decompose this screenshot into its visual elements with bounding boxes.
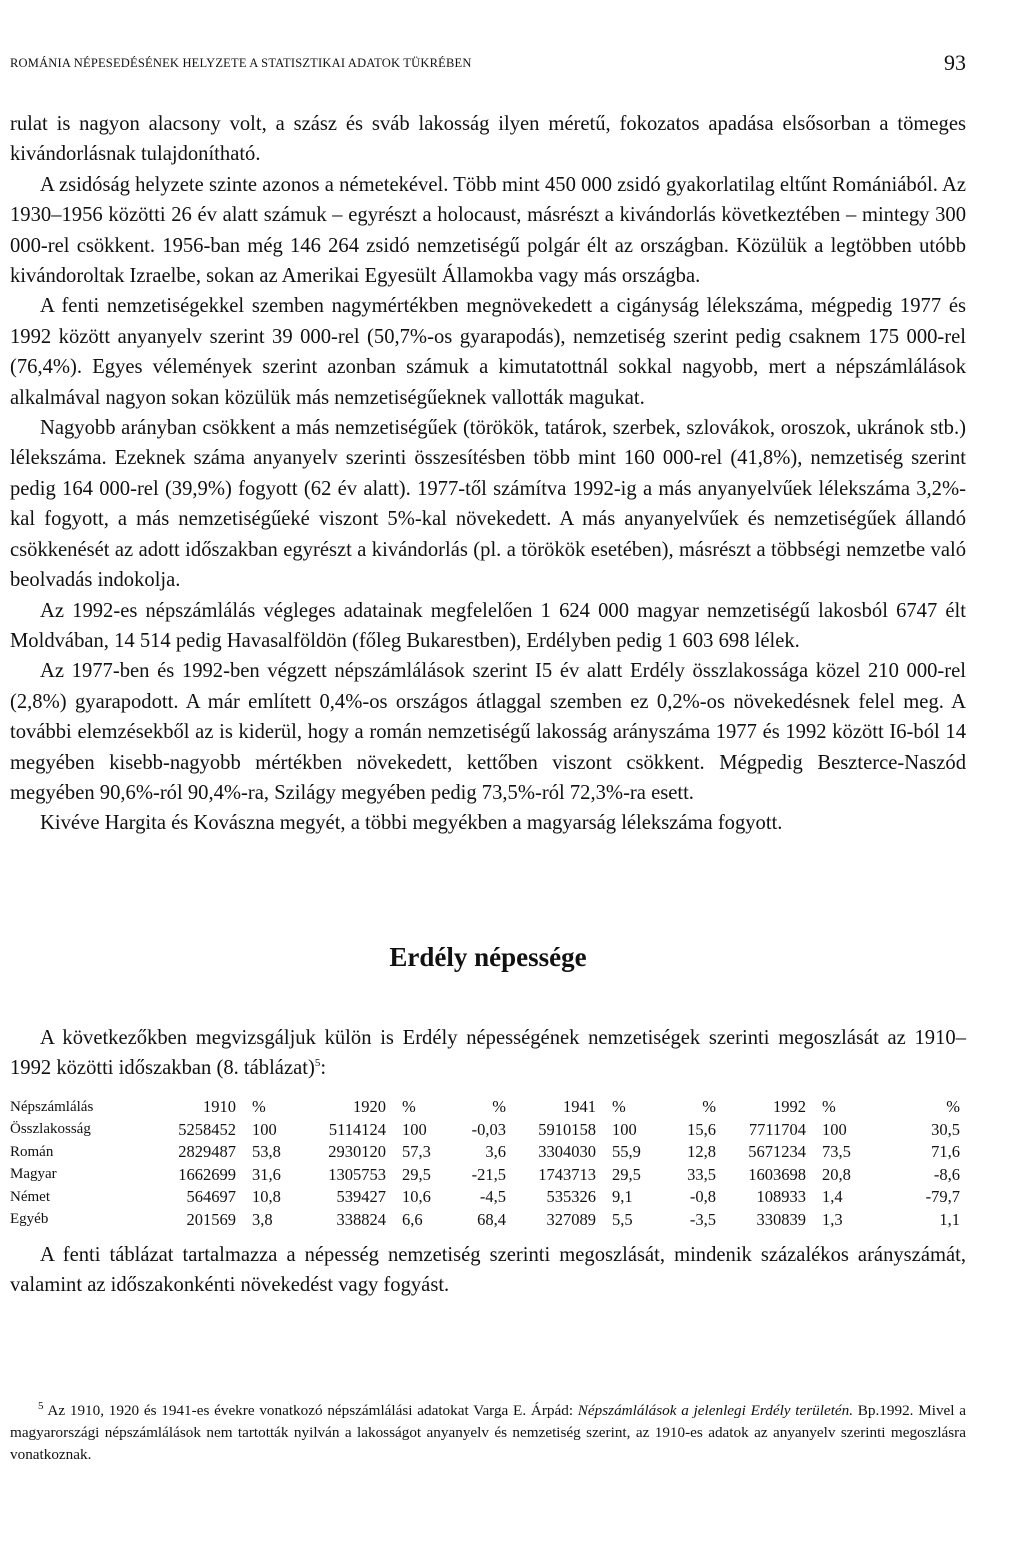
column-header: 1910 [203,1097,236,1117]
page-number: 93 [944,50,966,75]
table-cell: 2930120 [328,1142,386,1162]
table-cell: -4,5 [479,1187,506,1207]
after-table-text [10,1240,966,1301]
column-header: % [946,1097,960,1117]
table-cell: 5,5 [612,1209,633,1229]
table-cell: 31,6 [252,1164,281,1184]
section-intro [10,1023,966,1084]
table-cell: 1603698 [748,1164,806,1184]
table-cell: 1,1 [939,1209,960,1229]
footnote-text-a: Az 1910, 1920 és 1941-es évekre vonatkozó népszámlálási adatokat Varga E. Árpád: [43,1402,578,1419]
table-cell: 68,4 [477,1209,506,1229]
column-header: 1992 [773,1097,806,1117]
table-cell: 564697 [186,1187,236,1207]
table-cell: 33,5 [687,1164,716,1184]
table-cell: 5114124 [328,1119,386,1139]
table-cell: -0,8 [689,1187,716,1207]
column-header: % [492,1097,506,1117]
table-cell: 1,4 [822,1187,843,1207]
table-row [10,1119,960,1142]
table-cell: 7711704 [748,1119,806,1139]
footnote-ref[interactable]: 5 [314,1057,321,1070]
intro-end: : [320,1057,327,1080]
paragraph: A zsidóság helyzete szinte azonos a németekével. Több mint 450 000 zsidó gyakorlatilag eltűnt Romániából. Az 1930–1956 közötti 26 év alatt számuk – egyrészt a holocaust, másrészt a kivándorlás következtében – mintegy 300 000-rel csökkent. 1956-ban még 146 264 zsidó nemzetiségű polgár élt az országban. Közülük a legtöbben utóbb kivándoroltak Izraelbe, sokan az Amerikai Egyesült Államokba vagy más országba. [10,173,966,288]
table-cell: 535326 [546,1187,596,1207]
row-label: Román [10,1143,54,1160]
table-cell: 29,5 [402,1164,431,1184]
table-row [10,1209,960,1232]
table-cell: 71,6 [931,1142,960,1162]
table-cell: 9,1 [612,1187,633,1207]
column-header: % [822,1097,836,1117]
table-cell: 2829487 [178,1142,236,1162]
paragraph: rulat is nagyon alacsony volt, a szász és sváb lakosság ilyen méretű, fokozatos apadása elsősorban a tömeges kivándorlásnak tulajdonítható. [10,113,966,166]
table-row [10,1186,960,1209]
column-header: Népszámlálás [10,1098,94,1115]
table-cell: 10,6 [402,1187,431,1207]
footnote-book-title: Népszámlálások a jelenlegi Erdély területén. [577,1402,854,1419]
row-label: Egyéb [10,1211,49,1228]
column-header: 1920 [353,1097,386,1117]
table-cell: 5910158 [538,1119,596,1139]
table-cell: 100 [822,1119,847,1139]
running-title: ROMÁNIA NÉPESEDÉSÉNEK HELYZETE A STATISZTIKAI ADATOK TÜKRÉBEN [10,56,472,70]
paragraph: Az 1977-ben és 1992-ben végzett népszámlálások szerint I5 év alatt Erdély összlakossága közel 210 000-rel (2,8%) gyarapodott. A már említett 0,4%-os országos átlaggal szemben ez 0,2%-os növekedésnek felel meg. A további elemzésekből az is kiderül, hogy a román nemzetiségű lakosság arányszáma 1977 és 1992 között I6-ból 14 megyében kisebb-nagyobb mértékben növekedett, kettőben viszont csökkent. Mégpedig Beszterce-Naszód megyében 90,6%-ról 90,4%-ra, Szilágy megyében pedig 73,5%-ról 72,3%-ra esett. [10,660,966,804]
column-header: % [252,1097,266,1117]
paragraph: Az 1992-es népszámlálás végleges adatainak megfelelően 1 624 000 magyar nemzetiségű lakosból 6747 élt Moldvában, 14 514 pedig Havasalföldön (főleg Bukarestben), Erdélyben pedig 1 603 698 lélek. [10,599,966,652]
table-cell: -0,03 [471,1119,506,1139]
intro-text: A következőkben megvizsgáljuk külön is Erdély népességének nemzetiségek szerinti megoszlását az 1910–1992 közötti időszakban (8. táblázat) [10,1027,966,1080]
table-cell: 1743713 [538,1164,596,1184]
table-header-row [10,1096,960,1119]
footnote-marker: 5 [38,1399,44,1412]
footnote-text-b: Bp.1992. Mivel a magyarországi népszámlálások nem tartották nyilván a lakosságot anyanyelv és nemzetiség szerint, az 1910-es adatok az anyanyelv szerinti megoszlásra vonatkoznak. [10,1402,966,1463]
page-header [10,50,966,80]
table-cell: 327089 [546,1209,596,1229]
table-cell: 100 [252,1119,277,1139]
table-cell: -21,5 [471,1164,506,1184]
table-cell: 3,6 [485,1142,506,1162]
table-cell: 108933 [756,1187,806,1207]
table-cell: 30,5 [931,1119,960,1139]
table-cell: 12,8 [687,1142,716,1162]
table-cell: 20,8 [822,1164,851,1184]
paragraph: Nagyobb arányban csökkent a más nemzetiségűek (törökök, tatárok, szerbek, szlovákok, oroszok, ukránok stb.) lélekszáma. Ezeknek száma anyanyelv szerinti összesítésben több mint 160 000-rel (41,8%), nemzetiség szerint pedig 164 000-rel (39,9%) fogyott (62 év alatt). 1977-től számítva 1992-ig a más anyanyelvűek lélekszáma 3,2%-kal fogyott, a más nemzetiségűeké viszont 5%-kal növekedett. A más anyanyelvűek és nemzetiségűek állandó csökkenését az adott időszakban egyrészt a kivándorlás (pl. a törökök esetében), másrészt a többségi nemzetbe való beolvadás indokolja. [10,417,966,592]
paragraph: Kivéve Hargita és Kovászna megyét, a többi megyékben a magyarság lélekszáma fogyott. [40,812,783,835]
column-header: % [612,1097,626,1117]
table-body [10,1119,960,1232]
table-cell: 53,8 [252,1142,281,1162]
footnote [10,1400,966,1466]
table-cell: 1305753 [328,1164,386,1184]
table-cell: 5671234 [748,1142,806,1162]
population-table [10,1096,960,1231]
table-cell: 15,6 [687,1119,716,1139]
table-cell: 57,3 [402,1142,431,1162]
table-cell: 1,3 [822,1209,843,1229]
table-cell: 55,9 [612,1142,641,1162]
row-label: Magyar [10,1166,57,1183]
table-row [10,1164,960,1187]
column-header: % [402,1097,416,1117]
table-cell: 10,8 [252,1187,281,1207]
column-header: % [702,1097,716,1117]
table-cell: 73,5 [822,1142,851,1162]
table-cell: 3,8 [252,1209,273,1229]
table-cell: -79,7 [925,1187,960,1207]
footnote-text [10,1400,966,1466]
table-cell: 1662699 [178,1164,236,1184]
column-header: 1941 [563,1097,596,1117]
table-cell: 3304030 [538,1142,596,1162]
paragraph: A fenti nemzetiségekkel szemben nagymértékben megnövekedett a cigányság lélekszáma, mégpedig 1977 és 1992 között anyanyelv szerint 39 000-rel (50,7%-os gyarapodás), nemzetiség szerint pedig csaknem 175 000-rel (76,4%). Egyes vélemények szerint azonban számuk a kimutatottnál sokkal nagyobb, mert a népszámlálások alkalmával nagyon sokan közülük más nemzetiségűeknek vallották magukat. [10,295,966,409]
table-cell: 6,6 [402,1209,423,1229]
body-text [10,109,966,839]
table-cell: 5258452 [178,1119,236,1139]
table-cell: 29,5 [612,1164,641,1184]
table-cell: -8,6 [933,1164,960,1184]
intro-paragraph [10,1023,966,1084]
table-cell: 201569 [186,1209,236,1229]
table-cell: 330839 [756,1209,806,1229]
table-row [10,1141,960,1164]
table-cell: 100 [612,1119,637,1139]
table-cell: 100 [402,1119,427,1139]
table-cell: 338824 [336,1209,386,1229]
paragraph: A fenti táblázat tartalmazza a népesség nemzetiség szerinti megoszlását, mindenik százalékos arányszámát, valamint az időszakonkénti növekedést vagy fogyást. [10,1244,966,1297]
table-cell: 539427 [336,1187,386,1207]
row-label: Német [10,1188,50,1205]
section-title: Erdély népessége [389,942,587,972]
row-label: Összlakosság [10,1121,91,1138]
table-cell: -3,5 [689,1209,716,1229]
